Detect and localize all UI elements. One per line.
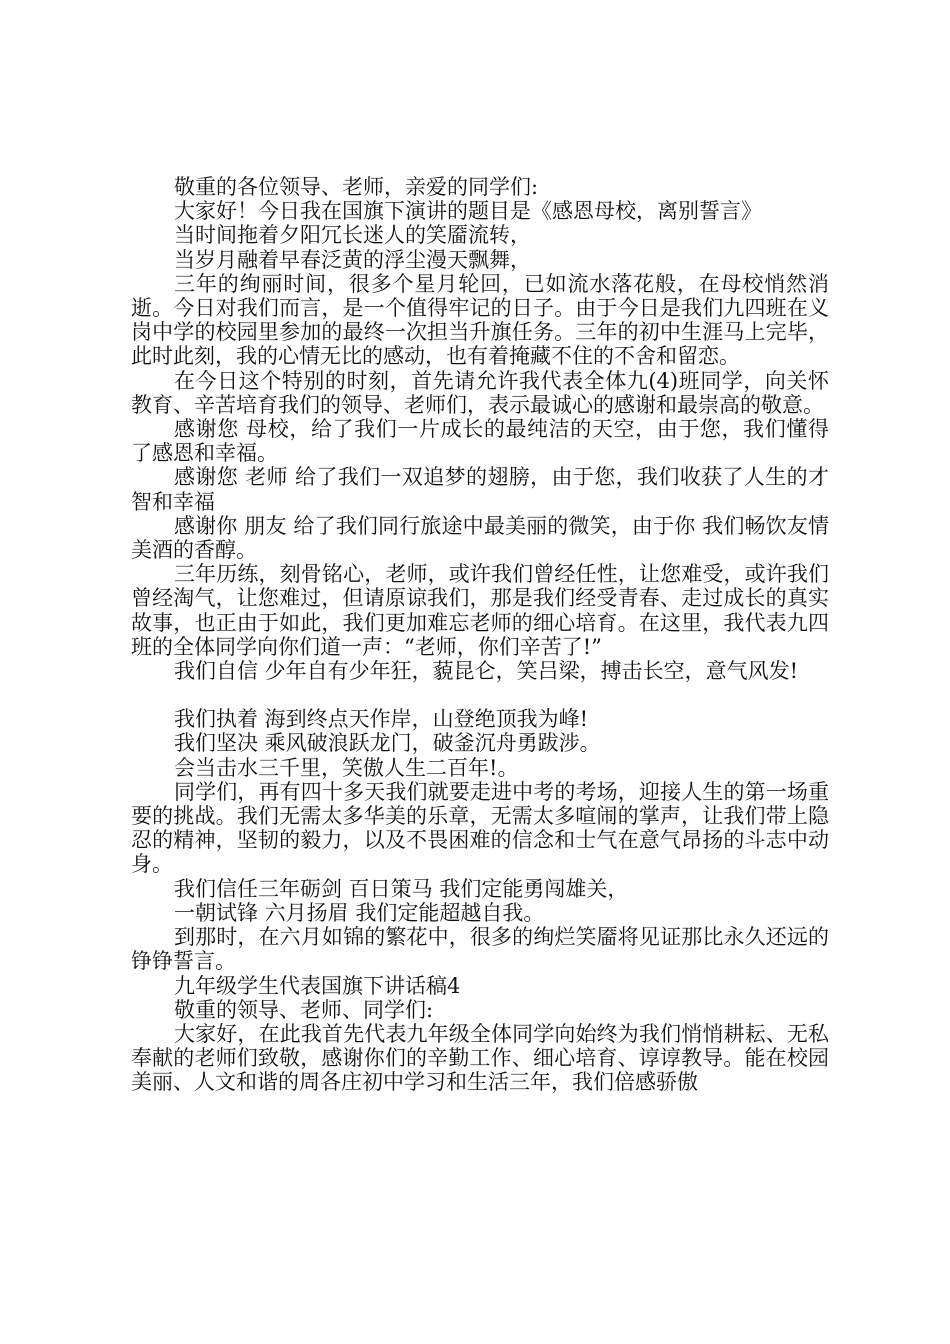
paragraph: 一朝试锋 六月扬眉 我们定能超越自我。 — [174, 900, 545, 925]
paragraph: 感谢您 老师 给了我们一双追梦的翅膀，由于您，我们收获了人生的才智和幸福 — [131, 465, 829, 514]
paragraph: 我们自信 少年自有少年狂，藐昆仑，笑吕梁，搏击长空，意气风发! — [174, 659, 799, 684]
section-heading: 九年级学生代表国旗下讲话稿4 — [174, 973, 461, 998]
paragraph: 会当击水三千里，笑傲人生二百年!。 — [174, 755, 519, 780]
paragraph: 三年的绚丽时间，很多个星月轮回，已如流水落花般，在母校悄然消逝。今日对我们而言，是一个值得牢记的日子。由于今日是我们九四班在义岗中学的校园里参加的最终一次担当升旗任务。三年的初中生涯马上完毕，此时此刻，我的心情无比的感动，也有着掩藏不住的不舍和留恋。 — [131, 271, 829, 369]
salutation: 敬重的领导、老师、同学们: — [174, 997, 434, 1022]
document-body — [131, 175, 829, 1095]
paragraph: 在今日这个特别的时刻，首先请允许我代表全体九(4)班同学，向关怀教育、辛苦培育我们的领导、老师们，表示最诚心的感谢和最崇高的敬意。 — [131, 368, 829, 417]
paragraph: 感谢您 母校，给了我们一片成长的最纯洁的天空，由于您，我们懂得了感恩和幸福。 — [131, 417, 829, 466]
paragraph: 同学们，再有四十多天我们就要走进中考的考场，迎接人生的第一场重要的挑战。我们无需太多华美的乐章，无需太多喧闹的掌声，让我们带上隐忍的精神，坚韧的毅力，以及不畏困难的信念和士气在意气昂扬的斗志中动身。 — [131, 779, 829, 877]
paragraph: 我们信任三年砺剑 百日策马 我们定能勇闯雄关， — [174, 876, 629, 901]
paragraph: 到那时，在六月如锦的繁花中，很多的绚烂笑靥将见证那比永久还远的铮铮誓言。 — [131, 925, 829, 974]
salutation: 敬重的各位领导、老师，亲爱的同学们: — [174, 175, 539, 199]
paragraph: 我们执着 海到终点天作岸，山登绝顶我为峰! — [174, 707, 589, 732]
paragraph: 当岁月融着早春泛黄的浮尘漫天飘舞， — [174, 247, 531, 272]
speech-title-line: 大家好！今日我在国旗下演讲的题目是《感恩母校，离别誓言》 — [174, 199, 762, 224]
paragraph: 大家好，在此我首先代表九年级全体同学向始终为我们悄悄耕耘、无私奉献的老师们致敬，感谢你们的辛勤工作、细心培育、谆谆教导。能在校园美丽、人文和谐的周各庄初中学习和生活三年，我们倍感骄傲 — [131, 1021, 829, 1095]
blank-line — [131, 683, 829, 707]
paragraph: 感谢你 朋友 给了我们同行旅途中最美丽的微笑，由于你 我们畅饮友情美酒的香醇。 — [131, 513, 829, 563]
paragraph: 我们坚决 乘风破浪跃龙门，破釜沉舟勇跋涉。 — [174, 731, 601, 756]
paragraph: 当时间拖着夕阳冗长迷人的笑靥流转， — [174, 223, 531, 248]
paragraph: 三年历练，刻骨铭心，老师，或许我们曾经任性，让您难受，或许我们曾经淘气，让您难过，但请原谅我们，那是我们经受青春、走过成长的真实故事，也正由于如此，我们更加难忘老师的细心培育。在这里，我代表九四班的全体同学向你们道一声：“老师，你们辛苦了!” — [131, 562, 829, 659]
